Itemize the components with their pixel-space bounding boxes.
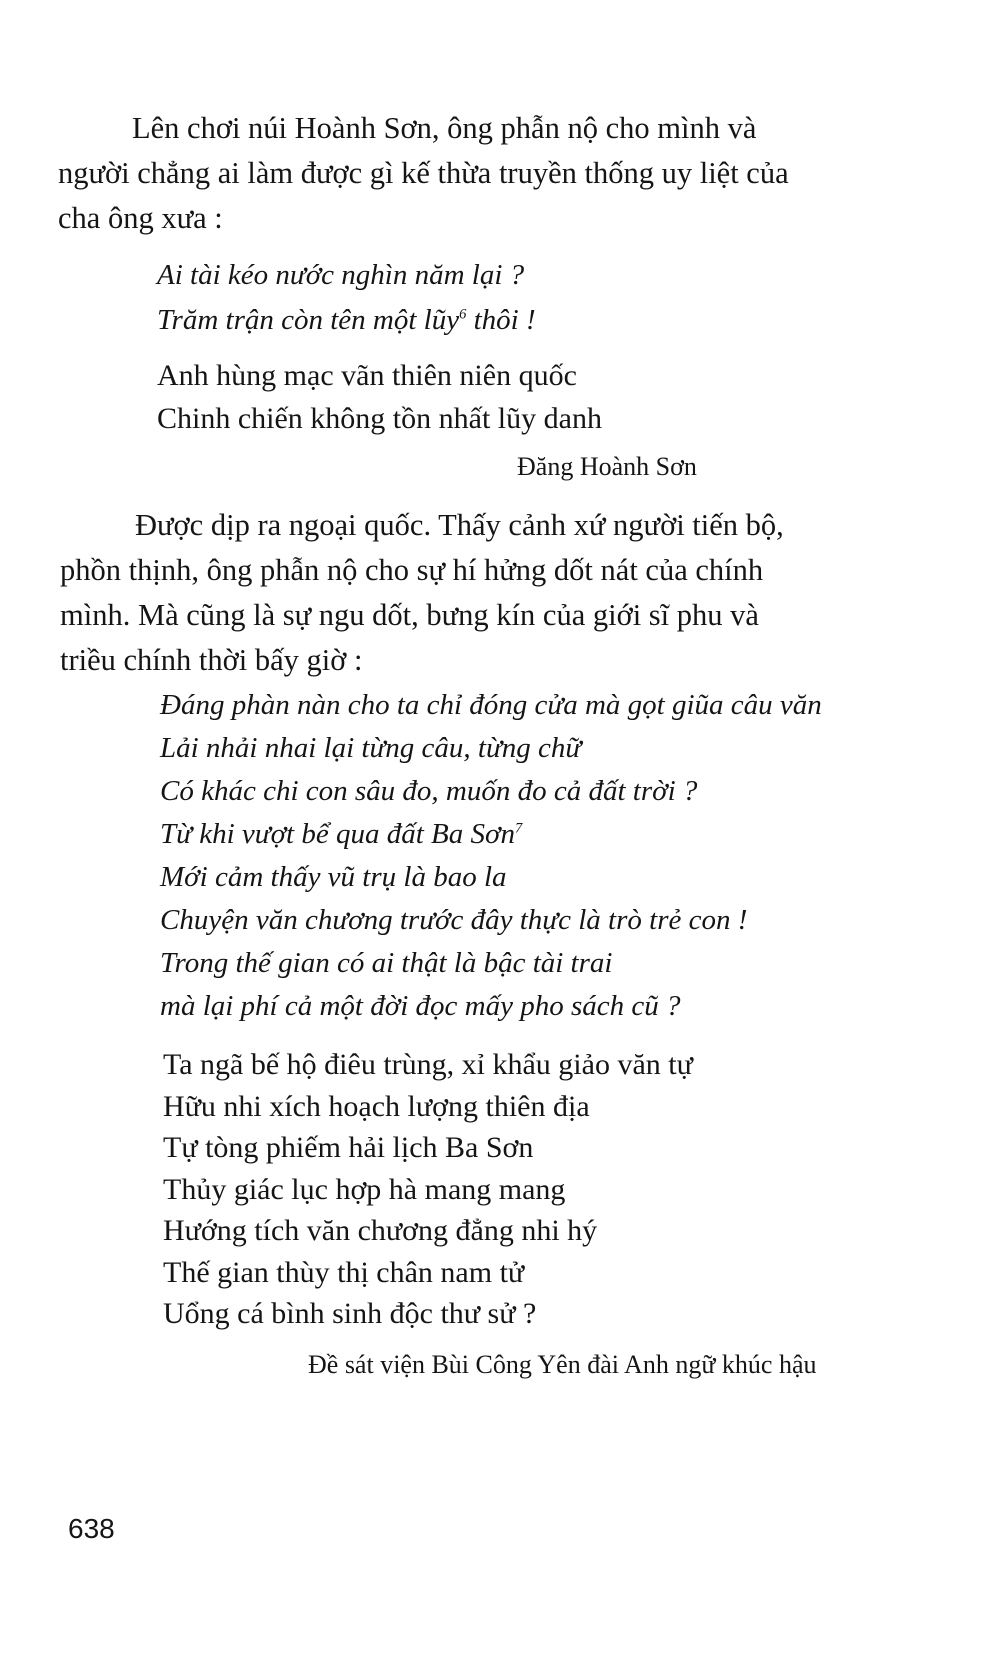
paragraph-2-line: Được dịp ra ngoại quốc. Thấy cảnh xứ người tiến bộ, (135, 508, 784, 542)
verse-1-line-text: thôi ! (466, 304, 536, 336)
footnote-marker: 7 (514, 820, 523, 837)
verse-2-hanviet-line: Thủy giác lục hợp hà mang mang (163, 1172, 566, 1206)
verse-2-line: Lải nhải nhai lại từng câu, từng chữ (160, 732, 582, 764)
verse-2-line: Mới cảm thấy vũ trụ là bao la (160, 861, 507, 893)
verse-2-hanviet-line: Tự tòng phiếm hải lịch Ba Sơn (163, 1131, 534, 1164)
verse-2-line: Đáng phàn nàn cho ta chỉ đóng cửa mà gọt giũa câu văn (160, 689, 822, 721)
verse-1-hanviet-line: Chinh chiến không tồn nhất lũy danh (157, 402, 602, 435)
verse-1-line: Ai tài kéo nước nghìn năm lại ? (157, 259, 525, 291)
verse-2-line: Có khác chi con sâu đo, muốn đo cả đất trời ? (160, 775, 698, 807)
paragraph-2-line: phồn thịnh, ông phẫn nộ cho sự hí hửng dốt nát của chính (60, 553, 764, 587)
verse-1-line-text: Trăm trận còn tên một lũy (157, 304, 460, 336)
verse-1-hanviet-line: Anh hùng mạc vãn thiên niên quốc (157, 359, 577, 392)
verse-2-hanviet-line: Ta ngã bế hộ điêu trùng, xỉ khẩu giảo văn tự (163, 1048, 693, 1081)
verse-2-hanviet-line: Hướng tích văn chương đẳng nhi hý (163, 1214, 598, 1247)
paragraph-1 (58, 106, 868, 241)
attribution-1: Đăng Hoành Sơn (517, 452, 697, 481)
footnote-marker: 6 (459, 306, 467, 323)
verse-2-translation (160, 684, 822, 1028)
verse-2-line: Chuyện văn chương trước đây thực là trò trẻ con ! (160, 904, 748, 936)
verse-2-hanviet-line: Hữu nhi xích hoạch lượng thiên địa (163, 1089, 590, 1123)
verse-2-hanviet (163, 1044, 693, 1335)
verse-2-hanviet-line: Thế gian thùy thị chân nam tử (163, 1255, 525, 1289)
verse-2-line: Trong thế gian có ai thật là bậc tài trai (160, 947, 613, 979)
verse-1-translation (157, 253, 536, 343)
page-number: 638 (68, 1513, 115, 1544)
verse-2-hanviet-line: Uổng cá bình sinh độc thư sử ? (163, 1297, 537, 1330)
verse-1-line (157, 298, 536, 343)
attribution-2: Đề sát viện Bùi Công Yên đài Anh ngữ khúc hậu (308, 1350, 817, 1379)
verse-1-hanviet (157, 354, 602, 440)
paragraph-2-line: mình. Mà cũng là sự ngu dốt, bưng kín của giới sĩ phu và (60, 598, 759, 632)
paragraph-1-line: người chẳng ai làm được gì kế thừa truyền thống uy liệt của (58, 156, 789, 190)
paragraph-1-line: cha ông xưa : (58, 201, 223, 235)
paragraph-1-line: Lên chơi núi Hoành Sơn, ông phẫn nộ cho mình và (132, 111, 757, 145)
verse-2-line (160, 813, 822, 856)
verse-2-line-text: Từ khi vượt bể qua đất Ba Sơn (160, 818, 515, 850)
paragraph-2-line: triều chính thời bấy giờ : (60, 643, 363, 677)
verse-2-line: mà lại phí cả một đời đọc mấy pho sách cũ ? (160, 990, 681, 1022)
paragraph-2 (60, 503, 870, 683)
